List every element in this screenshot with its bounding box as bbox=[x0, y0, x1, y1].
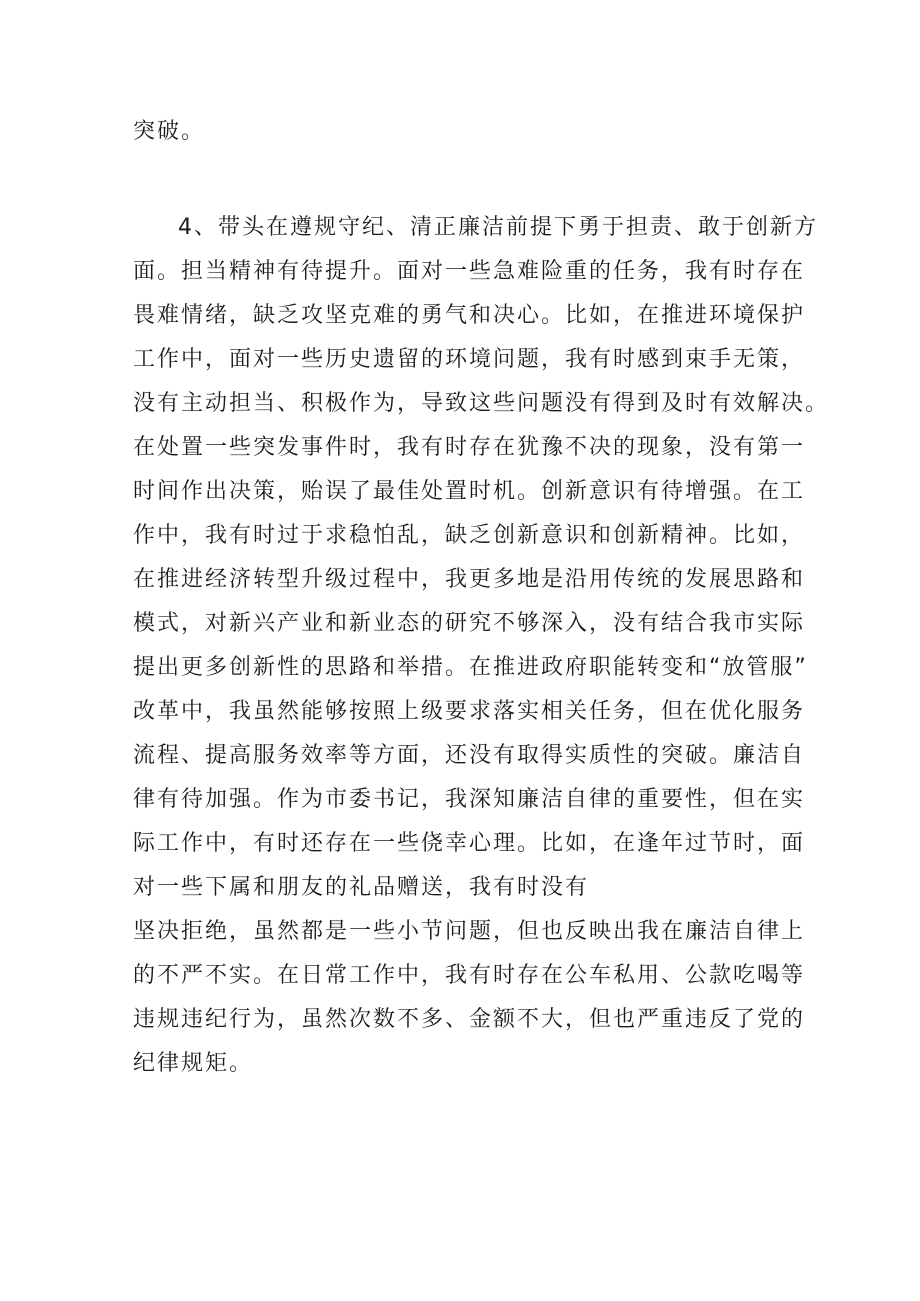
text-line: 没有主动担当、积极作为，导致这些问题没有得到及时有效解决。 bbox=[133, 391, 830, 416]
text-line: 坚决拒绝，虽然都是一些小节问题，但也反映出我在廉洁自律上 bbox=[133, 919, 806, 944]
text-line: 违规违纪行为，虽然次数不多、金额不大，但也严重违反了党的 bbox=[133, 1007, 806, 1032]
text-line: 律有待加强。作为市委书记，我深知廉洁自律的重要性，但在实 bbox=[133, 787, 806, 812]
text-line: 畏难情绪，缺乏攻坚克难的勇气和决心。比如，在推进环境保护 bbox=[133, 303, 806, 328]
text-line: 工作中，面对一些历史遗留的环境问题，我有时感到束手无策， bbox=[133, 347, 806, 372]
text-line: 对一些下属和朋友的礼品赠送，我有时没有 bbox=[133, 875, 590, 900]
text-line: 提出更多创新性的思路和举措。在推进政府职能转变和“放管服” bbox=[133, 655, 808, 680]
text-line: 作中，我有时过于求稳怕乱，缺乏创新意识和创新精神。比如， bbox=[133, 523, 806, 548]
text-line: 在推进经济转型升级过程中，我更多地是沿用传统的发展思路和 bbox=[133, 567, 806, 592]
text-line: 改革中，我虽然能够按照上级要求落实相关任务，但在优化服务 bbox=[133, 699, 806, 724]
text-line: 际工作中，有时还存在一些侥幸心理。比如，在逢年过节时，面 bbox=[133, 831, 806, 856]
text-line: 纪律规矩。 bbox=[133, 1051, 254, 1076]
text-line: 时间作出决策，贻误了最佳处置时机。创新意识有待增强。在工 bbox=[133, 479, 806, 504]
text-line: 在处置一些突发事件时，我有时存在犹豫不决的现象，没有第一 bbox=[133, 435, 806, 460]
text-line: 模式，对新兴产业和新业态的研究不够深入，没有结合我市实际 bbox=[133, 611, 806, 636]
text-line: 流程、提高服务效率等方面，还没有取得实质性的突破。廉洁自 bbox=[133, 743, 806, 768]
text-line: 4、带头在遵规守纪、清正廉洁前提下勇于担责、敢于创新方 bbox=[178, 215, 818, 240]
text-line: 的不严不实。在日常工作中，我有时存在公车私用、公款吃喝等 bbox=[133, 963, 806, 988]
text-line: 突破。 bbox=[133, 119, 206, 144]
text-line: 面。担当精神有待提升。面对一些急难险重的任务，我有时存在 bbox=[133, 259, 806, 284]
